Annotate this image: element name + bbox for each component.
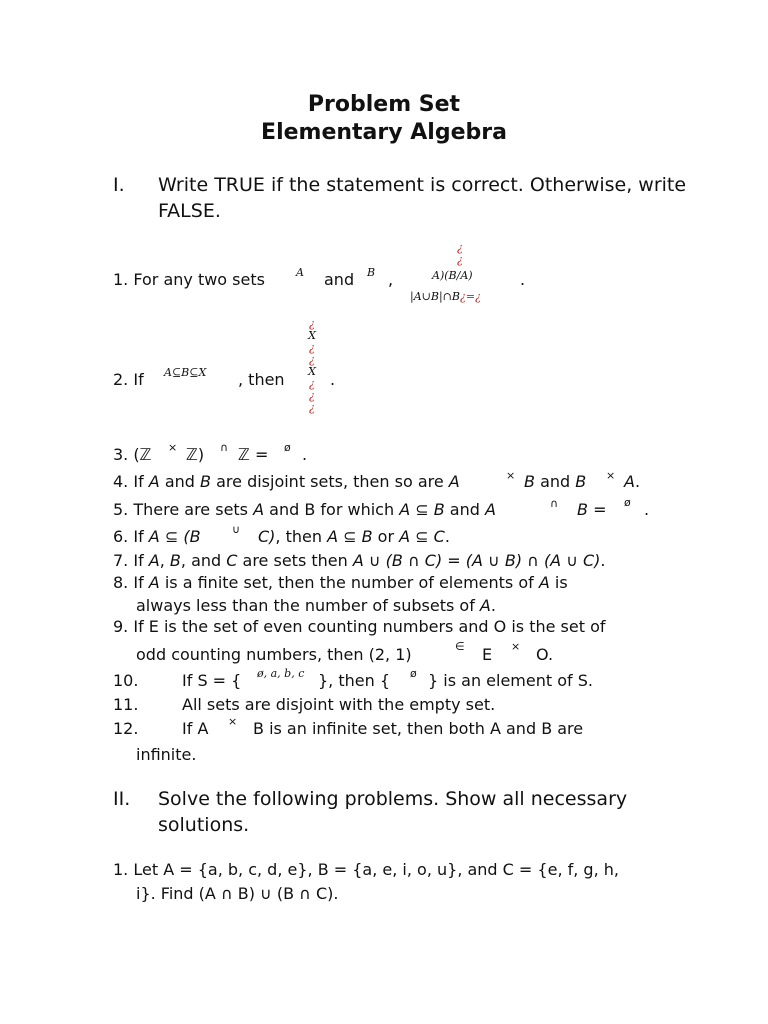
q1-expression-bottom-main: |A∪B|∩B — [410, 290, 460, 303]
question-1-7 — [113, 551, 606, 570]
q5-text: and B for which — [264, 500, 400, 519]
q7-text: . — [600, 551, 606, 570]
q2-lead: 2. If — [113, 370, 144, 389]
q4-text: . — [634, 472, 641, 491]
q3-z3: ℤ = — [238, 445, 269, 464]
q4-var: A — [624, 472, 635, 491]
q4-var: B — [575, 472, 587, 491]
q9-times-symbol: × — [511, 640, 521, 653]
q9-line2: odd counting numbers, then (2, 1) — [136, 645, 412, 664]
q1-and: and — [324, 270, 355, 289]
q10-part2: }, then { — [318, 671, 391, 690]
section-2-numeral: II. — [113, 788, 131, 810]
document-title-line2: Elementary Algebra — [261, 120, 507, 145]
q6-expr: C) — [258, 527, 276, 546]
q6-expr: A ⊆ C — [399, 527, 445, 546]
document-title-line1: Problem Set — [307, 92, 461, 117]
q3-intersection-symbol: ∩ — [220, 441, 229, 454]
q6-expr: A ⊆ B — [327, 527, 373, 546]
q4-var: A — [148, 472, 160, 491]
q1-comma: , — [388, 270, 394, 289]
q6-text: . — [444, 527, 450, 546]
q8-text: is a finite set, then the number of elements of — [159, 573, 539, 592]
q5-var: A — [484, 500, 496, 519]
p1-line2: i}. Find (A ∩ B) ∪ (B ∩ C). — [136, 884, 339, 903]
q4-part3 — [624, 472, 640, 491]
section-1-instruction: Write TRUE if the statement is correct. Otherwise, write FALSE. — [158, 174, 687, 222]
q2-subset-chain: A⊆B⊆X — [164, 366, 207, 379]
q2-stack-glyph: ¿ — [309, 317, 315, 330]
q2-stack-glyph: ¿ — [309, 353, 315, 366]
q10-number: 10. — [113, 671, 139, 690]
q1-period: . — [520, 270, 526, 289]
q10-empty-set-symbol: ø — [410, 667, 417, 680]
q10-part3: } is an element of S. — [428, 671, 593, 690]
q8-text: is — [549, 573, 568, 592]
q6-expr: A ⊆ (B — [148, 527, 201, 546]
q9-o: O. — [536, 645, 554, 664]
q7-text: are sets then — [237, 551, 353, 570]
q6-union-symbol: ∪ — [232, 523, 241, 536]
q4-var: B — [200, 472, 212, 491]
q12-times-symbol: × — [228, 715, 238, 728]
q1-set-b: B — [367, 266, 376, 279]
q7-var: C — [226, 551, 238, 570]
q7-text: , and — [180, 551, 227, 570]
q1-lead: 1. For any two sets — [113, 270, 265, 289]
q4-text: and — [159, 472, 201, 491]
q8-line1 — [113, 573, 568, 592]
q3-times-symbol: × — [168, 441, 178, 454]
q2-glyph-stack — [304, 318, 320, 414]
q2-period: . — [330, 370, 336, 389]
section-1-numeral: I. — [113, 174, 125, 196]
q11-number: 11. — [113, 695, 139, 714]
q5-text: 5. There are sets — [113, 500, 254, 519]
q12-part1: If A — [182, 719, 209, 738]
q2-stack-glyph: ¿ — [309, 389, 315, 402]
q2-stack-glyph: X — [308, 329, 316, 342]
q6-text: , then — [275, 527, 328, 546]
q8-var: A — [148, 573, 160, 592]
q5-intersection-symbol: ∩ — [550, 497, 559, 510]
q4-times-symbol-2: × — [606, 469, 616, 482]
q8-line2 — [136, 596, 496, 615]
q11-text: All sets are disjoint with the empty set. — [182, 695, 496, 714]
q4-var: A — [448, 472, 460, 491]
q3-empty-set-symbol: ø — [284, 441, 291, 454]
q5-part1 — [113, 500, 496, 519]
q1-expression-bottom — [410, 290, 481, 303]
q4-text: 4. If — [113, 472, 149, 491]
q2-stack-glyph: ¿ — [309, 341, 315, 354]
q1-red-glyph: ¿ — [457, 241, 463, 254]
q8-text: 8. If — [113, 573, 149, 592]
q7-expr: A ∪ (B ∩ C) = (A ∪ B) ∩ (A ∪ C) — [352, 551, 601, 570]
q2-stack-glyph: X — [308, 365, 316, 378]
q6-text: or — [372, 527, 400, 546]
q7-var: B — [169, 551, 181, 570]
q2-then: , then — [238, 370, 285, 389]
q1-red-glyph: ¿ — [457, 253, 463, 266]
q1-expression-top: A)(B/A) — [432, 269, 473, 282]
q3-period: . — [302, 445, 308, 464]
q5-var: A — [253, 500, 265, 519]
q5-b-equals: B = — [577, 500, 607, 519]
q1-expression-bottom-red: ¿=¿ — [459, 290, 481, 303]
q4-part1 — [113, 472, 460, 491]
q2-stack-glyph: ¿ — [309, 401, 315, 414]
q4-var: B — [524, 472, 535, 491]
p1-line1: 1. Let A = {a, b, c, d, e}, B = {a, e, i, o, u}, and C = {e, f, g, h, — [113, 860, 619, 879]
q6-text: 6. If — [113, 527, 149, 546]
q8-var: A — [479, 596, 491, 615]
q8-text: always less than the number of subsets of — [136, 596, 480, 615]
q6-part1 — [113, 527, 201, 546]
q1-red-glyph-stack — [452, 242, 468, 266]
q4-text: and — [534, 472, 576, 491]
q5-expr: A ⊆ B — [399, 500, 445, 519]
q8-text: . — [490, 596, 496, 615]
q5-empty-set-symbol: ø — [624, 496, 631, 509]
q9-line1: 9. If E is the set of even counting numbers and O is the set of — [113, 617, 606, 636]
q4-part2 — [524, 472, 586, 491]
q12-number: 12. — [113, 719, 139, 738]
q10-set-elements: ø, a, b, c — [257, 667, 305, 680]
q12-part3: infinite. — [136, 745, 197, 764]
q5-text: and — [444, 500, 485, 519]
q5-period: . — [644, 500, 650, 519]
q7-var: A — [148, 551, 160, 570]
q10-part1: If S = { — [182, 671, 242, 690]
q3-z2: ℤ) — [186, 445, 205, 464]
q4-times-symbol-1: × — [506, 469, 516, 482]
q1-set-a: A — [296, 266, 304, 279]
q9-e: E — [482, 645, 493, 664]
q8-var: A — [538, 573, 550, 592]
q2-stack-glyph: ¿ — [309, 377, 315, 390]
q12-part2: B is an infinite set, then both A and B are — [253, 719, 584, 738]
q4-text: are disjoint sets, then so are — [211, 472, 449, 491]
q7-text: , — [159, 551, 170, 570]
q9-element-of-symbol: ∈ — [455, 640, 465, 653]
q7-text: 7. If — [113, 551, 149, 570]
q6-part2 — [258, 527, 450, 546]
section-2-instruction: Solve the following problems. Show all necessary solutions. — [158, 788, 628, 836]
q3-open: 3. (ℤ — [113, 445, 152, 464]
